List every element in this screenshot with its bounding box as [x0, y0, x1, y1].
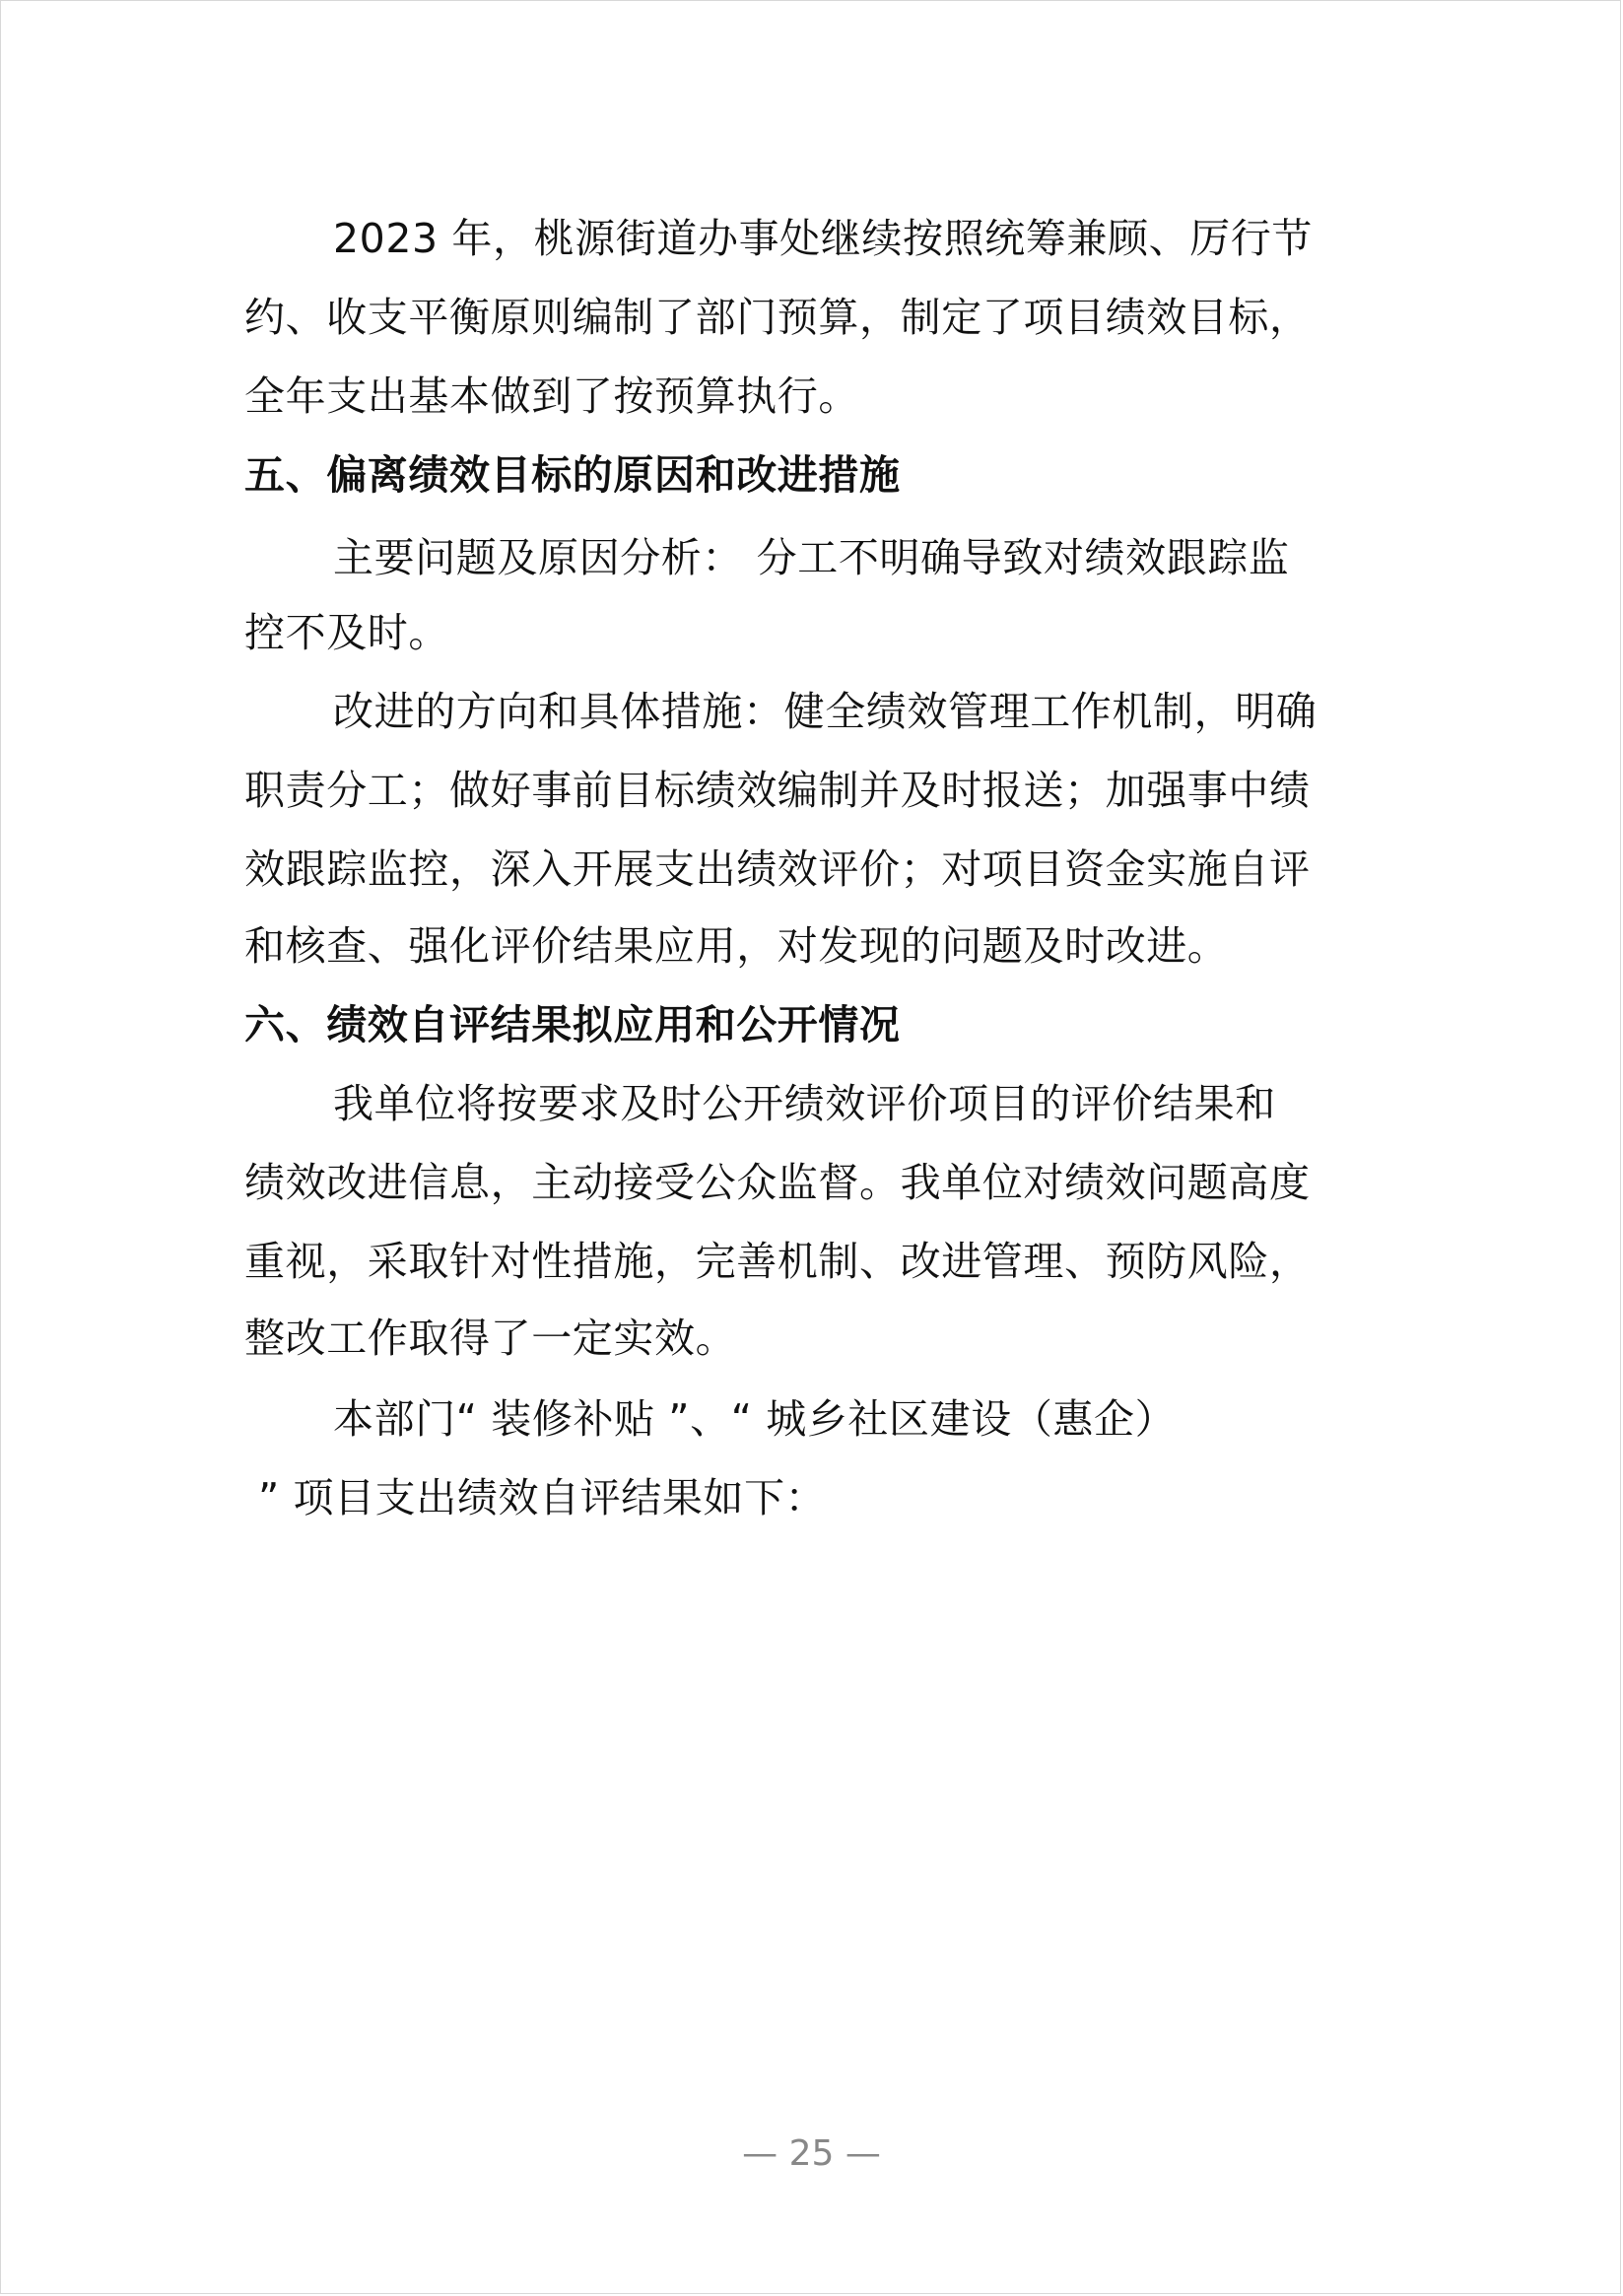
- paragraph-line: 约、收支平衡原则编制了部门预算，制定了项目绩效目标，: [244, 294, 1311, 341]
- paragraph-line: 控不及时。: [244, 609, 449, 656]
- paragraph-line: ” 项目支出绩效自评结果如下：: [258, 1474, 827, 1521]
- paragraph-line: 改进的方向和具体措施：健全绩效管理工作机制，明确: [333, 688, 1318, 735]
- paragraph-line: 主要问题及原因分析： 分工不明确导致对绩效跟踪监: [333, 534, 1290, 581]
- page-number: — 25 —: [742, 2133, 881, 2174]
- paragraph-line: 全年支出基本做到了按预算执行。: [244, 372, 859, 420]
- paragraph-line: 和核查、强化评价结果应用，对发现的问题及时改进。: [244, 922, 1229, 970]
- paragraph-line: 本部门“ 装修补贴 ”、“ 城乡社区建设（惠企）: [333, 1395, 1177, 1443]
- paragraph-line: 效跟踪监控，深入开展支出绩效评价；对项目资金实施自评: [244, 845, 1311, 893]
- paragraph-line: 我单位将按要求及时公开绩效评价项目的评价结果和: [333, 1080, 1276, 1127]
- paragraph-line: 绩效改进信息，主动接受公众监督。我单位对绩效问题高度: [244, 1159, 1311, 1206]
- paragraph-line: 整改工作取得了一定实效。: [244, 1315, 737, 1362]
- section-heading-6: 六、绩效自评结果拟应用和公开情况: [244, 1001, 901, 1048]
- paragraph-line: 职责分工；做好事前目标绩效编制并及时报送；加强事中绩: [244, 767, 1311, 814]
- paragraph-line: 重视，采取针对性措施，完善机制、改进管理、预防风险，: [244, 1238, 1311, 1285]
- section-heading-5: 五、偏离绩效目标的原因和改进措施: [244, 451, 901, 499]
- paragraph-line: 2023 年，桃源街道办事处继续按照统筹兼顾、厉行节: [333, 215, 1313, 262]
